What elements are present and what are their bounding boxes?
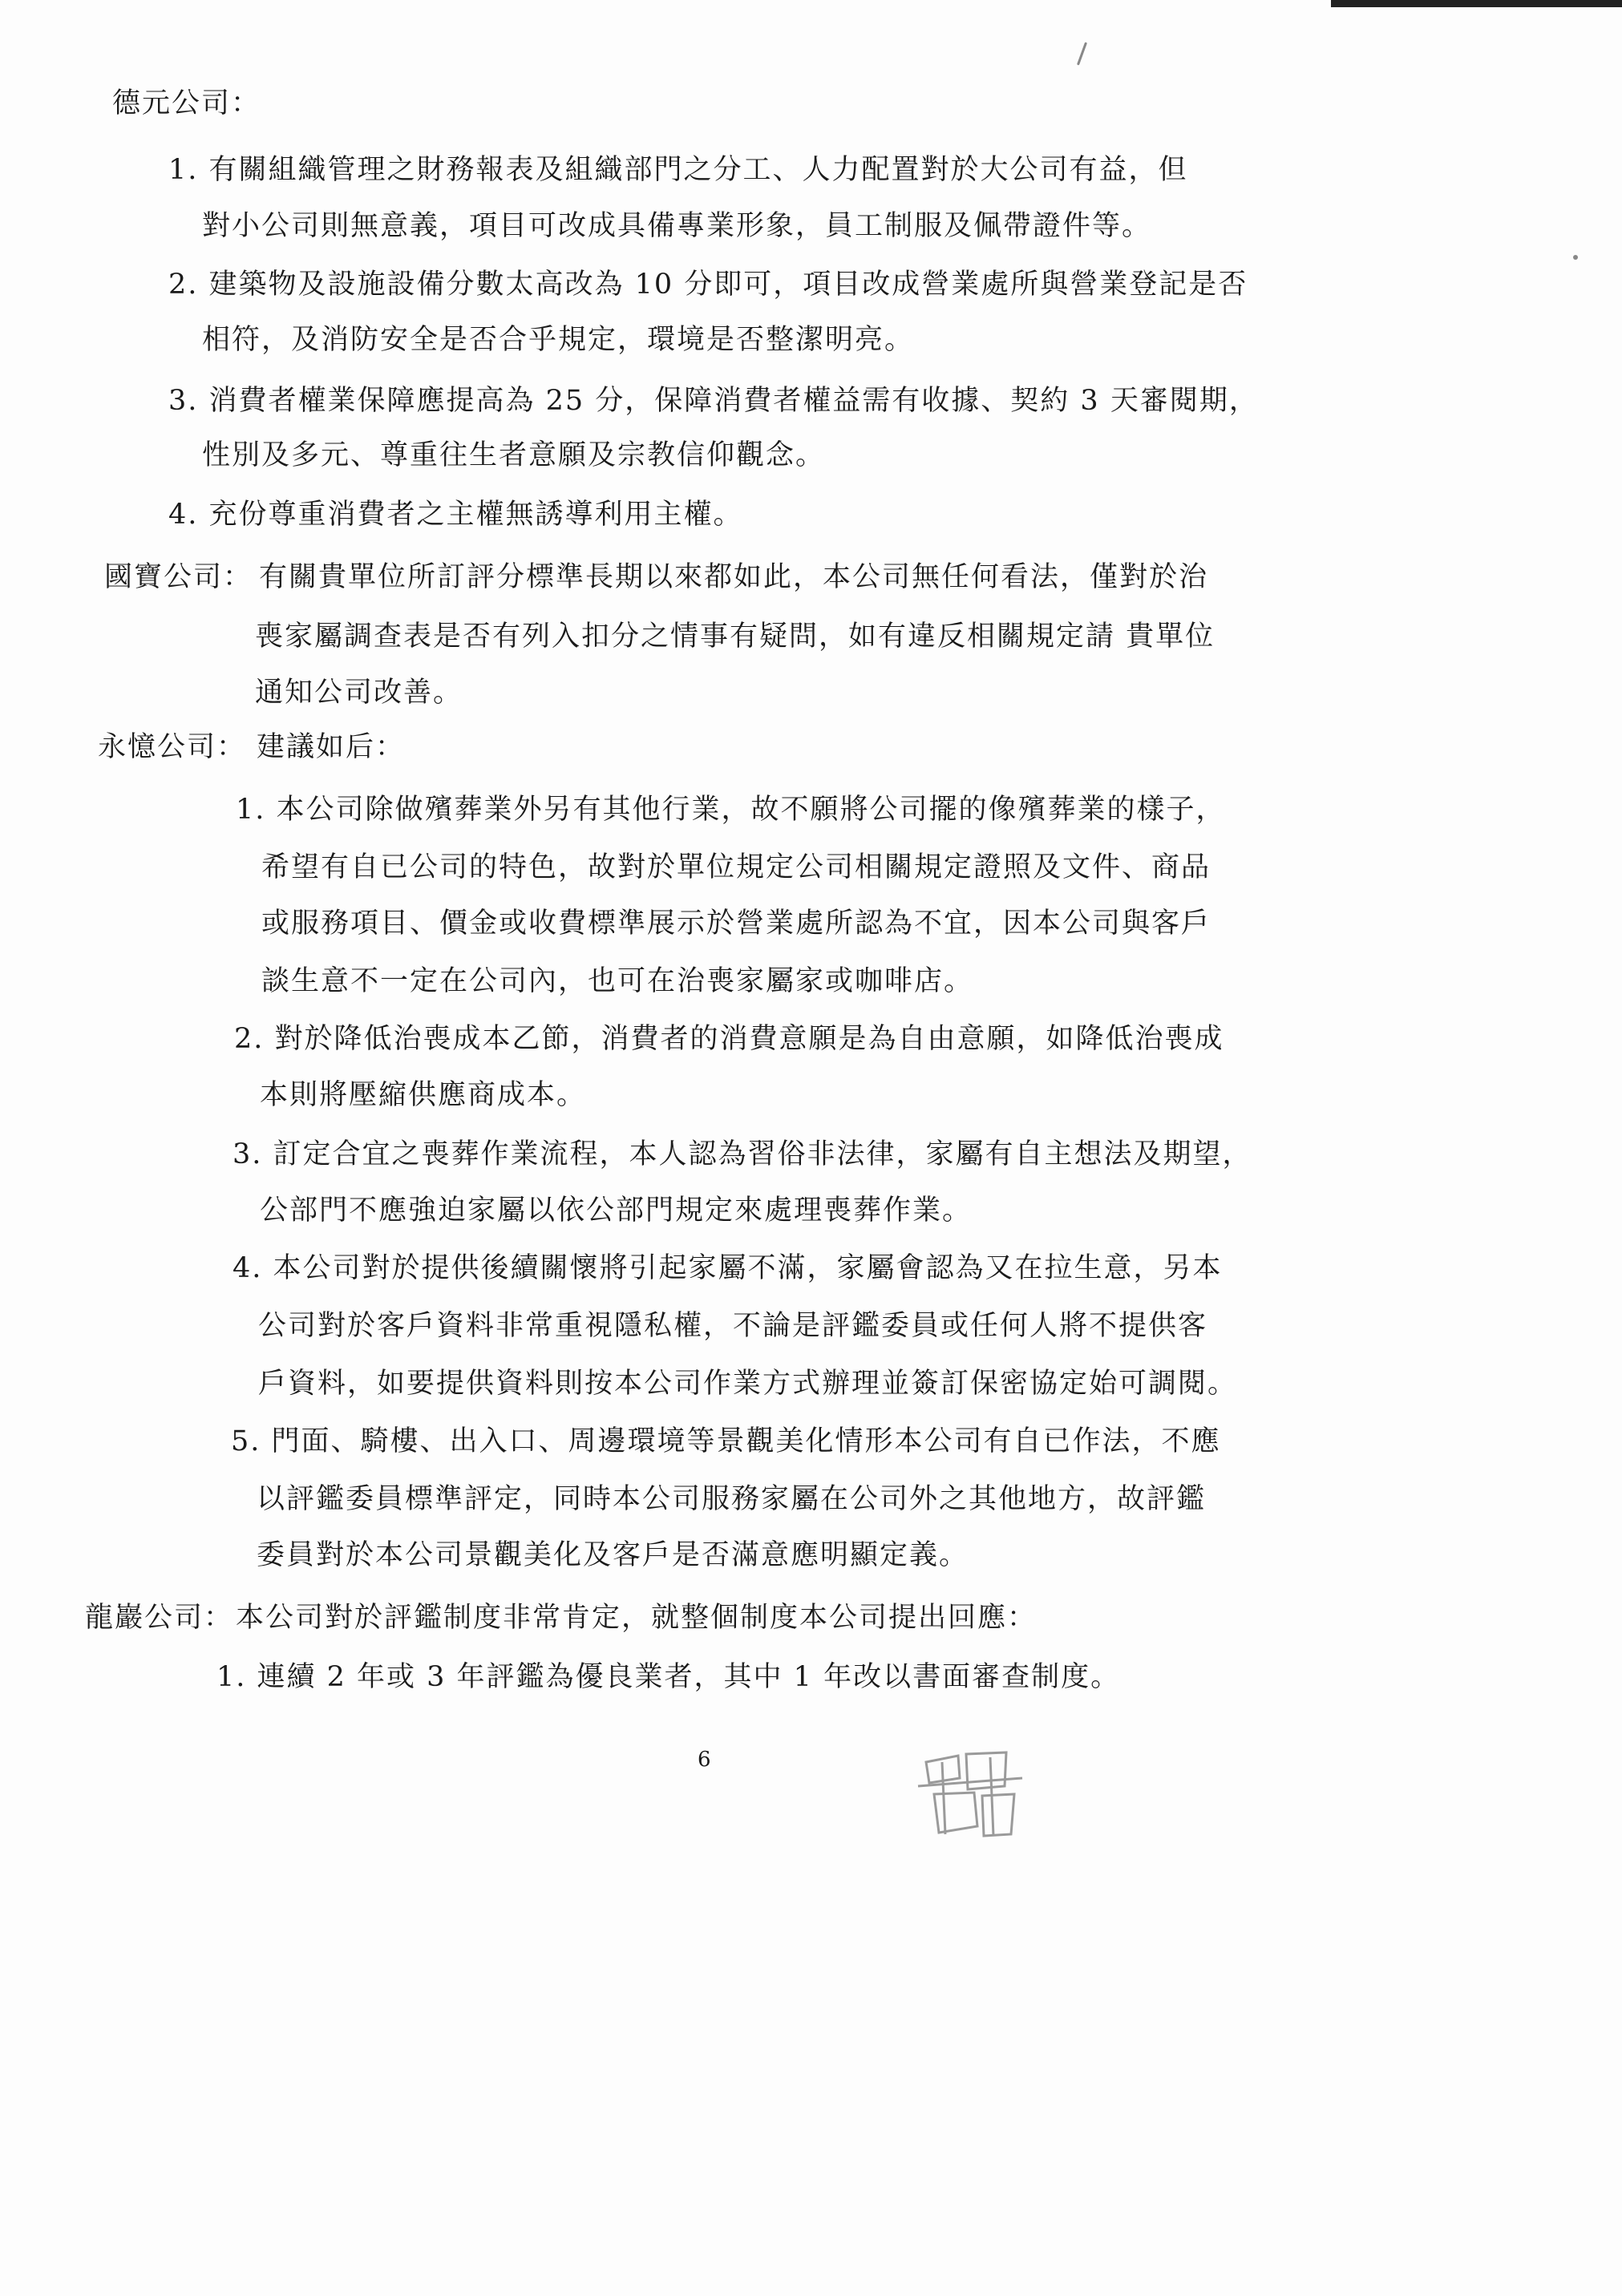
yongyi-item-1-line-2: 希望有自已公司的特色，故對於單位規定公司相關規定證照及文件、商品 (261, 851, 1211, 883)
deyuan-item-3-line-1: 3. 消費者權業保障應提高為 25 分，保障消費者權益需有收據、契約 3 天審閱期， (168, 385, 1259, 417)
yongyi-item-1-line-4: 談生意不一定在公司內，也可在治喪家屬家或咖啡店。 (261, 965, 974, 997)
scan-mark (1077, 42, 1087, 65)
scan-edge-mark (1331, 0, 1622, 7)
yongyi-item-3-line-1: 3. 訂定合宜之喪葬作業流程，本人認為習俗非法律，家屬有自主想法及期望， (233, 1138, 1252, 1170)
yongyi-item-5-line-3: 委員對於本公司景觀美化及客戶是否滿意應明顯定義。 (257, 1539, 969, 1571)
longyan-item-1-line-1: 1. 連續 2 年或 3 年評鑑為優良業者，其中 1 年改以書面審查制度。 (216, 1661, 1121, 1693)
speaker-yongyi: 永憶公司： (98, 731, 247, 763)
yongyi-item-5-line-1: 5. 門面、騎樓、出入口、周邊環境等景觀美化情形本公司有自已作法，不應 (231, 1425, 1221, 1457)
yongyi-item-2-line-1: 2. 對於降低治喪成本乙節，消費者的消費意願是為自由意願，如降低治喪成 (234, 1023, 1224, 1055)
yongyi-item-4-line-3: 戶資料，如要提供資料則按本公司作業方式辦理並簽訂保密協定始可調閱。 (258, 1368, 1238, 1400)
yongyi-item-1-line-1: 1. 本公司除做殯葬業外另有其他行業，故不願將公司擺的像殯葬業的樣子， (236, 794, 1226, 826)
longyan-intro: 本公司對於評鑑制度非常肯定，就整個制度本公司提出回應： (236, 1602, 1038, 1634)
guobao-line-3: 通知公司改善。 (255, 677, 463, 709)
yongyi-intro: 建議如后： (257, 731, 406, 763)
guobao-line-2: 喪家屬調查表是否有列入扣分之情事有疑問，如有違反相關規定請 貴單位 (255, 620, 1215, 653)
yongyi-item-4-line-2: 公司對於客戶資料非常重視隱私權，不論是評鑑委員或任何人將不提供客 (258, 1310, 1208, 1342)
deyuan-item-2-line-1: 2. 建築物及設施設備分數太高改為 10 分即可，項目改成營業處所與營業登記是否 (168, 269, 1248, 301)
yongyi-item-4-line-1: 4. 本公司對於提供後續關懷將引起家屬不滿，家屬會認為又在拉生意，另本 (233, 1252, 1223, 1284)
deyuan-item-1-line-1: 1. 有關組織管理之財務報表及組織部門之分工、人力配置對於大公司有益，但 (168, 154, 1188, 186)
deyuan-item-2-line-2: 相符，及消防安全是否合乎規定，環境是否整潔明亮。 (202, 324, 915, 356)
deyuan-item-4-line-1: 4. 充份尊重消費者之主權無誘導利用主權。 (168, 499, 743, 531)
speaker-longyan: 龍巖公司： (85, 1602, 234, 1634)
guobao-line-1: 有關貴單位所訂評分標準長期以來都如此，本公司無任何看法，僅對於治 (259, 561, 1209, 593)
yongyi-item-2-line-2: 本則將壓縮供應商成本。 (260, 1079, 587, 1111)
stamp-mark (910, 1746, 1026, 1846)
scan-speck (1573, 255, 1578, 260)
deyuan-item-1-line-2: 對小公司則無意義，項目可改成具備專業形象，員工制服及佩帶證件等。 (202, 210, 1152, 242)
yongyi-item-3-line-2: 公部門不應強迫家屬以依公部門規定來處理喪葬作業。 (260, 1194, 973, 1227)
deyuan-item-3-line-2: 性別及多元、尊重往生者意願及宗教信仰觀念。 (202, 439, 826, 471)
speaker-deyuan: 德元公司： (112, 87, 261, 119)
yongyi-item-5-line-2: 以評鑑委員標準評定，同時本公司服務家屬在公司外之其他地方，故評鑑 (257, 1483, 1207, 1515)
page-number: 6 (698, 1748, 711, 1772)
yongyi-item-1-line-3: 或服務項目、價金或收費標準展示於營業處所認為不宜，因本公司與客戶 (261, 907, 1211, 940)
speaker-guobao: 國寶公司： (104, 561, 253, 593)
